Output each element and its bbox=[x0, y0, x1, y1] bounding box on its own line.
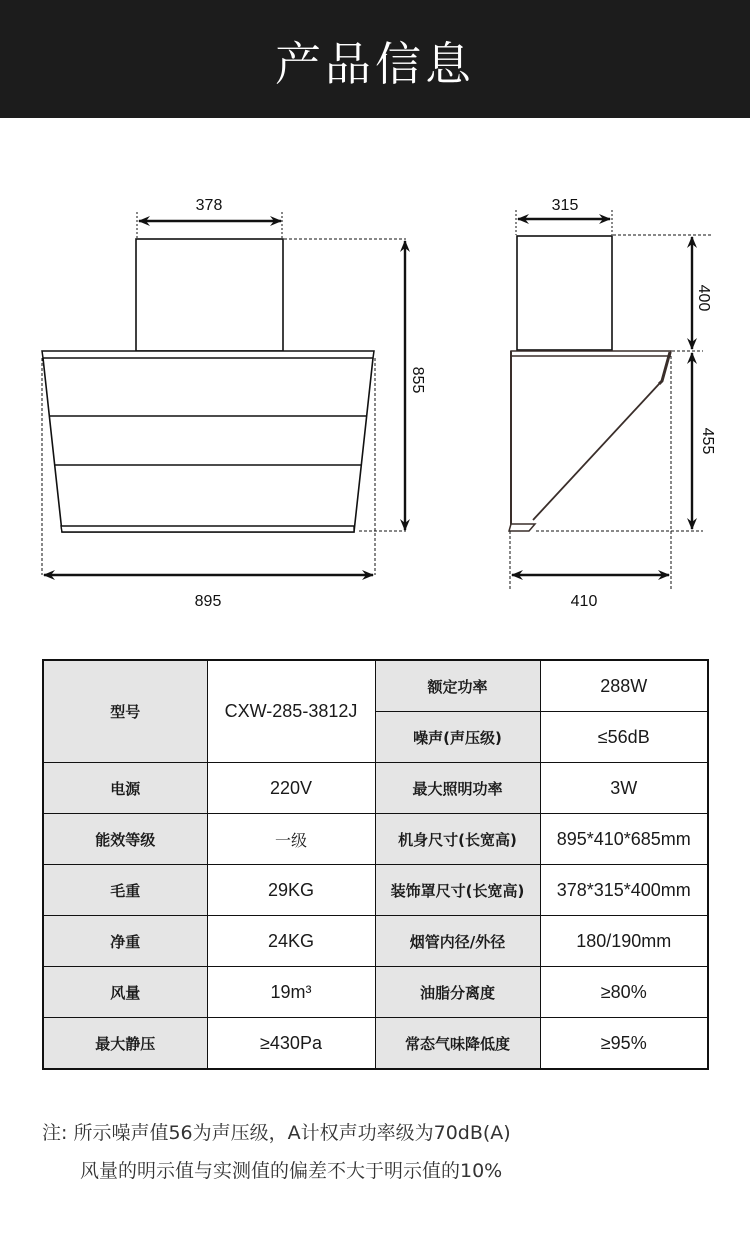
dim-cover-depth: 315 bbox=[551, 197, 579, 214]
spec-value: ≤56dB bbox=[540, 712, 708, 763]
dim-total-depth: 410 bbox=[570, 593, 598, 610]
spec-value: 180/190mm bbox=[540, 916, 708, 967]
header-banner bbox=[0, 0, 750, 118]
dim-total-height: 855 bbox=[409, 366, 426, 394]
dim-body-height: 455 bbox=[699, 427, 716, 455]
dim-cover-height: 400 bbox=[695, 284, 712, 312]
table-row bbox=[43, 967, 708, 1018]
dimension-diagram bbox=[0, 118, 750, 638]
spec-key: 净重 bbox=[43, 916, 207, 967]
spec-key: 油脂分离度 bbox=[375, 967, 540, 1018]
spec-value: 29KG bbox=[207, 865, 375, 916]
table-row bbox=[43, 763, 708, 814]
spec-key: 风量 bbox=[43, 967, 207, 1018]
spec-value: 288W bbox=[540, 660, 708, 712]
spec-value: 895*410*685mm bbox=[540, 814, 708, 865]
dim-cover-width: 378 bbox=[195, 197, 223, 214]
spec-value: 19m³ bbox=[207, 967, 375, 1018]
spec-value: 220V bbox=[207, 763, 375, 814]
footnote-line-2: 风量的明示值与实测值的偏差不大于明示值的10% bbox=[80, 1160, 503, 1182]
table-row bbox=[43, 865, 708, 916]
footnote-line-1: 注: 所示噪声值56为声压级，A计权声功率级为70dB(A) bbox=[42, 1122, 511, 1144]
page-title: 产品信息 bbox=[275, 37, 475, 91]
front-view-drawing bbox=[42, 212, 406, 575]
footnotes bbox=[42, 1114, 511, 1190]
spec-value: 3W bbox=[540, 763, 708, 814]
spec-key: 毛重 bbox=[43, 865, 207, 916]
spec-key: 烟管内径/外径 bbox=[375, 916, 540, 967]
spec-key: 额定功率 bbox=[375, 660, 540, 712]
spec-key: 常态气味降低度 bbox=[375, 1018, 540, 1070]
spec-value: ≥80% bbox=[540, 967, 708, 1018]
spec-key: 装饰罩尺寸(长宽高) bbox=[375, 865, 540, 916]
spec-key: 噪声(声压级) bbox=[375, 712, 540, 763]
spec-key: 最大照明功率 bbox=[375, 763, 540, 814]
spec-table bbox=[42, 659, 709, 1070]
spec-value: CXW-285-3812J bbox=[207, 660, 375, 763]
spec-value: 24KG bbox=[207, 916, 375, 967]
spec-key: 型号 bbox=[43, 660, 207, 763]
spec-key: 能效等级 bbox=[43, 814, 207, 865]
table-row bbox=[43, 660, 708, 712]
side-view-drawing bbox=[509, 210, 712, 589]
spec-value: ≥430Pa bbox=[207, 1018, 375, 1070]
dim-total-width: 895 bbox=[194, 593, 222, 610]
table-row bbox=[43, 916, 708, 967]
spec-value: 一级 bbox=[207, 814, 375, 865]
spec-key: 机身尺寸(长宽高) bbox=[375, 814, 540, 865]
spec-key: 最大静压 bbox=[43, 1018, 207, 1070]
table-row bbox=[43, 814, 708, 865]
spec-value: 378*315*400mm bbox=[540, 865, 708, 916]
spec-value: ≥95% bbox=[540, 1018, 708, 1070]
table-row bbox=[43, 1018, 708, 1070]
spec-key: 电源 bbox=[43, 763, 207, 814]
